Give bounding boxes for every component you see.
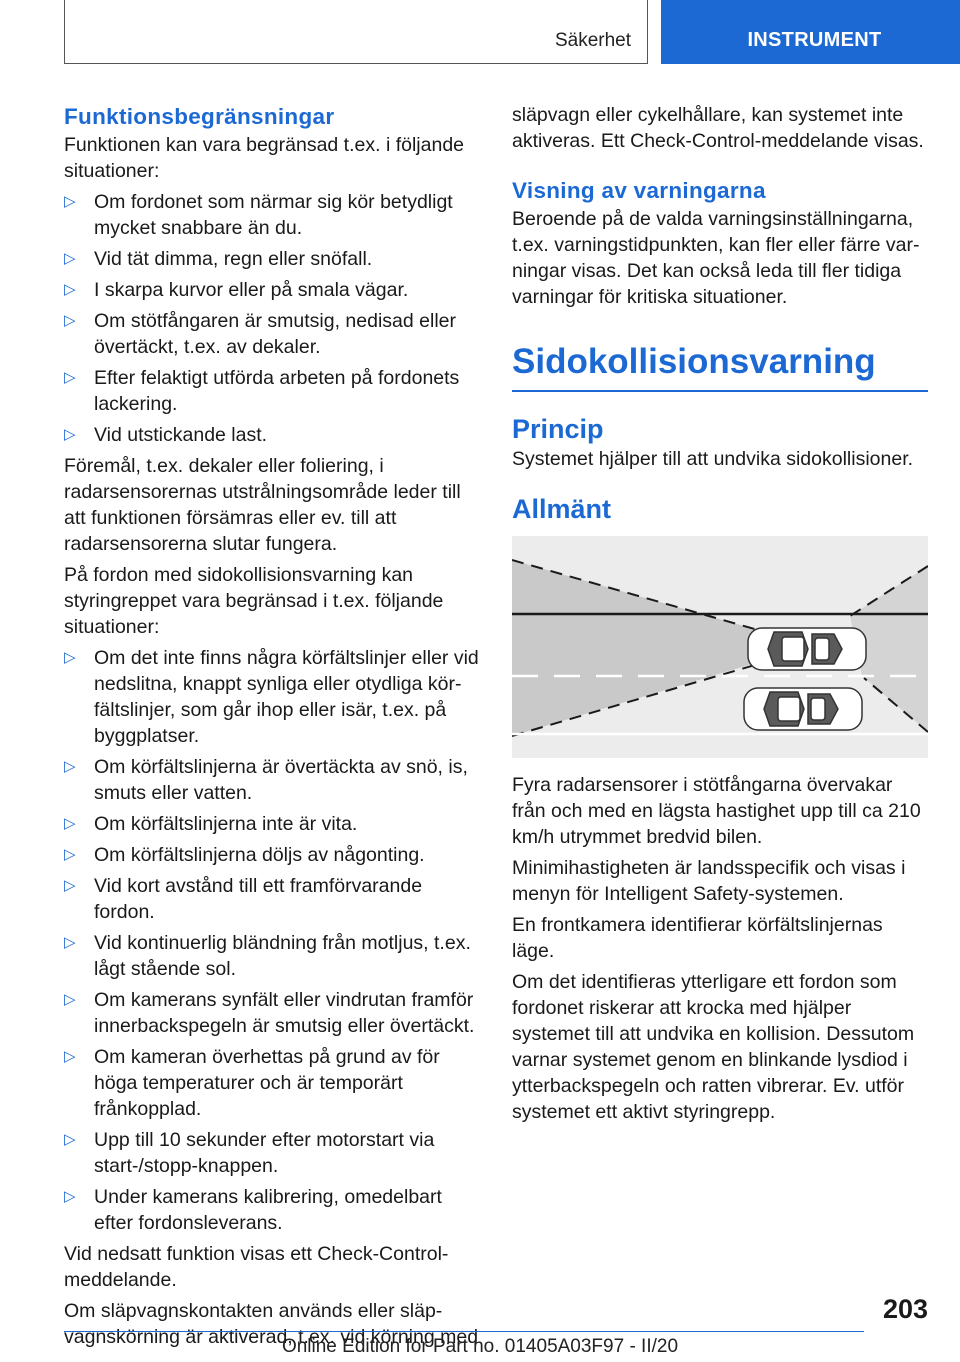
- triangle-bullet-icon: ▷: [64, 934, 76, 951]
- list-item-text: Om körfältslinjerna är övertäckta av snö, is, smuts eller vatten.: [94, 756, 468, 804]
- triangle-bullet-icon: ▷: [64, 1048, 76, 1065]
- list-item: [64, 873, 480, 925]
- paragraph: En frontkamera identifierar körfältslinjernas läge.: [512, 914, 883, 962]
- list-item-text: Under kamerans kalibrering, omedelbart efter fordonsleverans.: [94, 1186, 442, 1234]
- list-item: [64, 189, 480, 241]
- list-item-text: Upp till 10 sekunder efter motorstart via start-/stopp-knappen.: [94, 1129, 435, 1177]
- list-item-text: Vid utstickande last.: [94, 424, 268, 446]
- triangle-bullet-icon: ▷: [64, 846, 76, 863]
- list-item: [64, 365, 480, 417]
- footer-divider: [64, 1331, 864, 1332]
- triangle-bullet-icon: ▷: [64, 1188, 76, 1205]
- header-section-box: [64, 0, 648, 64]
- continuation-paragraph: släpvagn eller cykelhållare, kan systemet inte aktiveras. Ett Check-Control-meddelande visas.: [512, 104, 924, 152]
- page-number: 203: [882, 1294, 928, 1324]
- triangle-bullet-icon: ▷: [64, 193, 76, 210]
- heading-visning: Visning av varningarna: [512, 178, 766, 203]
- triangle-bullet-icon: ▷: [64, 1131, 76, 1148]
- list-item: [64, 987, 480, 1039]
- right-column: [512, 102, 928, 1130]
- list-item-text: Om det inte finns några körfältslinjer eller vid nedslitna, knappt synliga eller otydliga körfältslinjer, som går ihop eller isär, t.ex. på byggplatser.: [94, 647, 479, 747]
- list-item-text: Vid kort avstånd till ett framförvarande fordon.: [94, 875, 423, 923]
- intro-paragraph: Funktionen kan vara begränsad t.ex. i följande situationer:: [64, 134, 465, 182]
- triangle-bullet-icon: ▷: [64, 649, 76, 666]
- list-item-text: Vid kontinuerlig bländning från motljus, t.ex. lågt stående sol.: [94, 932, 471, 980]
- list-item: [64, 422, 480, 448]
- triangle-bullet-icon: ▷: [64, 369, 76, 386]
- heading-sidokollisionsvarning: Sidokollisionsvarning: [512, 340, 928, 392]
- paragraph: Systemet hjälper till att undvika sidokollisioner.: [512, 448, 914, 470]
- list-item-text: Om körfältslinjerna döljs av någonting.: [94, 844, 425, 866]
- list-item-text: Vid tät dimma, regn eller snöfall.: [94, 248, 373, 270]
- limitation-list-1: [64, 189, 480, 448]
- list-item-text: Om kamerans synfält eller vindrutan framför innerbackspegeln är smutsig eller övertäckt.: [94, 989, 475, 1037]
- list-item: [64, 246, 480, 272]
- side-collision-radar-diagram: [512, 536, 928, 758]
- list-item: [64, 277, 480, 303]
- paragraph: Om släpvagnskontakten används eller släpvagnskörning är aktiverad, t.ex. vid körning med: [64, 1300, 479, 1348]
- list-item: [64, 930, 480, 982]
- heading-funktionsbegransningar: Funktionsbegränsningar: [64, 104, 335, 129]
- list-item-text: Om stötfångaren är smutsig, nedisad eller övertäckt, t.ex. av dekaler.: [94, 310, 457, 358]
- list-item: [64, 754, 480, 806]
- list-item: [64, 1184, 480, 1236]
- list-item: [64, 308, 480, 360]
- list-item-text: Om kameran överhettas på grund av för höga temperaturer och är temporärt frånkopplad.: [94, 1046, 440, 1120]
- list-item: [64, 811, 480, 837]
- heading-allmant: Allmänt: [512, 494, 612, 524]
- triangle-bullet-icon: ▷: [64, 281, 76, 298]
- edition-footer: Online Edition for Part no. 01405A03F97 - II/20: [281, 1336, 679, 1357]
- list-item: [64, 1127, 480, 1179]
- triangle-bullet-icon: ▷: [64, 991, 76, 1008]
- triangle-bullet-icon: ▷: [64, 758, 76, 775]
- triangle-bullet-icon: ▷: [64, 815, 76, 832]
- triangle-bullet-icon: ▷: [64, 877, 76, 894]
- heading-princip: Princip: [512, 414, 604, 444]
- chapter-tab[interactable]: INSTRUMENT: [661, 0, 960, 64]
- list-item-text: I skarpa kurvor eller på smala vägar.: [94, 279, 409, 301]
- section-title: Säkerhet: [554, 30, 631, 51]
- left-column: [64, 102, 480, 1355]
- triangle-bullet-icon: ▷: [64, 426, 76, 443]
- list-item: [64, 842, 480, 868]
- paragraph: Vid nedsatt funktion visas ett Check-Control-meddelande.: [64, 1243, 449, 1291]
- paragraph: På fordon med sidokollisionsvarning kan styringreppet vara begränsad i t.ex. följande situationer:: [64, 564, 444, 638]
- triangle-bullet-icon: ▷: [64, 312, 76, 329]
- list-item: [64, 1044, 480, 1122]
- list-item-text: Efter felaktigt utförda arbeten på fordonets lackering.: [94, 367, 460, 415]
- list-item-text: Om fordonet som närmar sig kör betydligt mycket snabbare än du.: [94, 191, 453, 239]
- list-item: [64, 645, 480, 749]
- paragraph: Fyra radarsensorer i stötfångarna övervakar från och med en lägsta hastighet upp till ca 210 km/h utrymmet bredvid bilen.: [512, 774, 921, 848]
- paragraph: Beroende på de valda varningsinställningarna, t.ex. varningstidpunkten, kan fler eller färre varningar visas. Det kan också leda till fler tidiga varningar för kritiska situationer.: [512, 208, 920, 308]
- limitation-list-2: [64, 645, 480, 1236]
- paragraph: Föremål, t.ex. dekaler eller foliering, i radarsensorernas utstrålningsområde leder till att funktionen försämras eller ev. till att radarsensorerna slutar fungera.: [64, 455, 461, 555]
- triangle-bullet-icon: ▷: [64, 250, 76, 267]
- paragraph: Om det identifieras ytterligare ett fordon som fordonet riskerar att krocka med hjälper systemet till att undvika en kollision. Dessutom varnar systemet genom en blinkande lysdiod i ytterbackspegeln och ratten vibrerar. Ev. utför systemet ett aktivt styringrepp.: [512, 971, 915, 1123]
- list-item-text: Om körfältslinjerna inte är vita.: [94, 813, 358, 835]
- paragraph: Minimihastigheten är landsspecifik och visas i menyn för Intelligent Safety-systemen.: [512, 857, 906, 905]
